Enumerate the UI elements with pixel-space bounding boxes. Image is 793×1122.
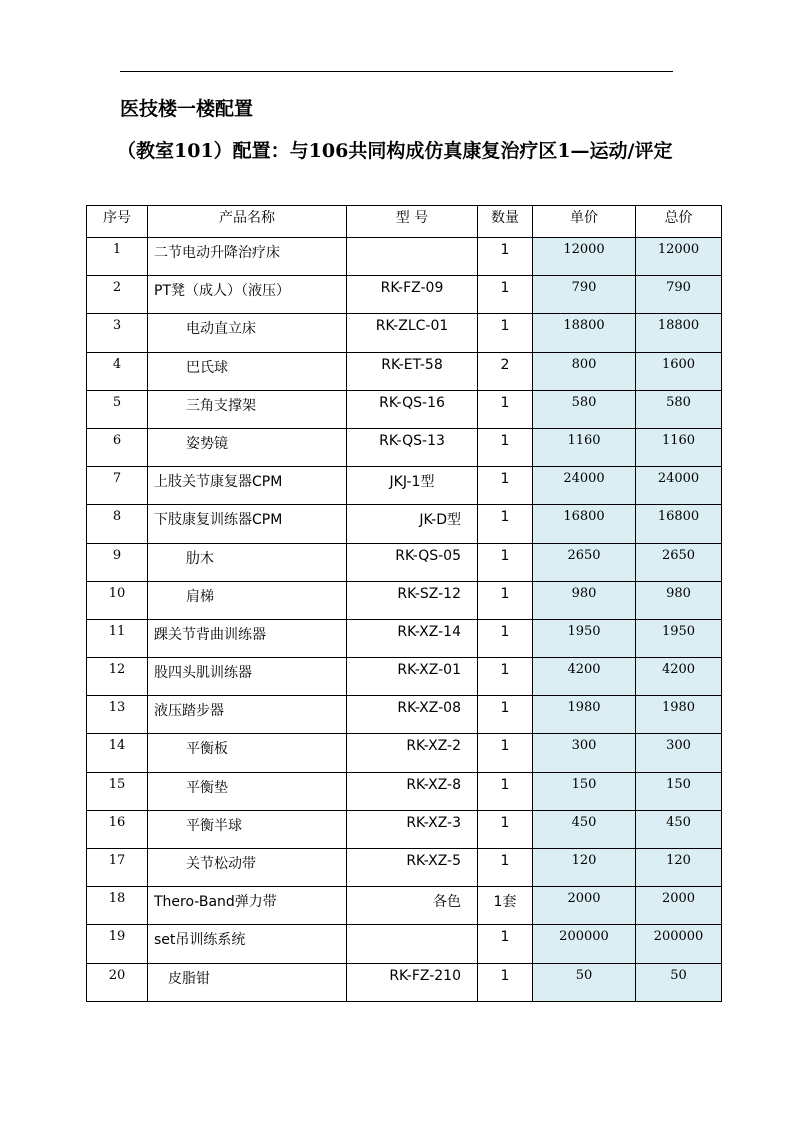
cell-total-price: 450	[636, 810, 722, 848]
cell-unit-price: 200000	[533, 925, 636, 963]
cell-index: 8	[87, 505, 148, 543]
table-row	[87, 505, 722, 543]
cell-index: 2	[87, 276, 148, 314]
header-unit-price: 单价	[533, 206, 636, 238]
cell-model: JKJ-1型	[347, 467, 478, 505]
table-row	[87, 352, 722, 390]
cell-unit-price: 790	[533, 276, 636, 314]
cell-name: 肩梯	[148, 581, 347, 619]
cell-index: 6	[87, 428, 148, 466]
cell-index: 15	[87, 772, 148, 810]
cell-unit-price: 12000	[533, 238, 636, 276]
cell-unit-price: 50	[533, 963, 636, 1001]
table-row	[87, 772, 722, 810]
cell-name: set吊训练系统	[148, 925, 347, 963]
cell-total-price: 1160	[636, 428, 722, 466]
cell-unit-price: 450	[533, 810, 636, 848]
cell-unit-price: 16800	[533, 505, 636, 543]
equipment-table	[86, 205, 722, 1002]
cell-name: 下肢康复训练器CPM	[148, 505, 347, 543]
table-row	[87, 734, 722, 772]
cell-index: 5	[87, 390, 148, 428]
cell-unit-price: 580	[533, 390, 636, 428]
cell-model: RK-ZLC-01	[347, 314, 478, 352]
cell-total-price: 300	[636, 734, 722, 772]
cell-unit-price: 2000	[533, 887, 636, 925]
cell-model: RK-XZ-5	[347, 849, 478, 887]
cell-model: RK-FZ-210	[347, 963, 478, 1001]
table-row	[87, 390, 722, 428]
cell-unit-price: 1950	[533, 619, 636, 657]
cell-unit-price: 4200	[533, 658, 636, 696]
cell-total-price: 24000	[636, 467, 722, 505]
cell-total-price: 4200	[636, 658, 722, 696]
cell-unit-price: 150	[533, 772, 636, 810]
table-row	[87, 849, 722, 887]
table-row	[87, 658, 722, 696]
cell-index: 16	[87, 810, 148, 848]
table-row	[87, 581, 722, 619]
cell-total-price: 1980	[636, 696, 722, 734]
cell-qty: 1	[478, 849, 533, 887]
cell-name: 踝关节背曲训练器	[148, 619, 347, 657]
cell-model: RK-QS-16	[347, 390, 478, 428]
header-qty: 数量	[478, 206, 533, 238]
cell-qty: 1	[478, 390, 533, 428]
header-model: 型 号	[347, 206, 478, 238]
cell-model: RK-XZ-3	[347, 810, 478, 848]
cell-index: 13	[87, 696, 148, 734]
cell-qty: 1套	[478, 887, 533, 925]
cell-name: 二节电动升降治疗床	[148, 238, 347, 276]
cell-qty: 1	[478, 810, 533, 848]
cell-unit-price: 18800	[533, 314, 636, 352]
cell-index: 11	[87, 619, 148, 657]
cell-unit-price: 1980	[533, 696, 636, 734]
cell-total-price: 2000	[636, 887, 722, 925]
cell-name: 上肢关节康复器CPM	[148, 467, 347, 505]
cell-model: RK-XZ-08	[347, 696, 478, 734]
cell-qty: 1	[478, 467, 533, 505]
cell-name: 平衡半球	[148, 810, 347, 848]
cell-index: 18	[87, 887, 148, 925]
cell-qty: 1	[478, 696, 533, 734]
cell-model: RK-FZ-09	[347, 276, 478, 314]
document-subtitle: （教室101）配置：与106共同构成仿真康复治疗区1—运动/评定	[117, 140, 673, 162]
cell-qty: 1	[478, 619, 533, 657]
cell-unit-price: 24000	[533, 467, 636, 505]
header-name: 产品名称	[148, 206, 347, 238]
cell-index: 20	[87, 963, 148, 1001]
cell-total-price: 580	[636, 390, 722, 428]
cell-name: 关节松动带	[148, 849, 347, 887]
cell-index: 7	[87, 467, 148, 505]
cell-model: RK-XZ-8	[347, 772, 478, 810]
table-row	[87, 887, 722, 925]
cell-model: RK-SZ-12	[347, 581, 478, 619]
cell-total-price: 120	[636, 849, 722, 887]
cell-qty: 1	[478, 276, 533, 314]
cell-qty: 1	[478, 658, 533, 696]
cell-model: RK-QS-13	[347, 428, 478, 466]
table-row	[87, 810, 722, 848]
cell-total-price: 1600	[636, 352, 722, 390]
cell-index: 19	[87, 925, 148, 963]
cell-index: 17	[87, 849, 148, 887]
cell-index: 1	[87, 238, 148, 276]
cell-total-price: 200000	[636, 925, 722, 963]
cell-index: 3	[87, 314, 148, 352]
cell-model: RK-XZ-14	[347, 619, 478, 657]
cell-unit-price: 800	[533, 352, 636, 390]
cell-index: 4	[87, 352, 148, 390]
header-rule	[120, 71, 673, 72]
header-total-price: 总价	[636, 206, 722, 238]
table-row	[87, 428, 722, 466]
cell-qty: 1	[478, 543, 533, 581]
cell-total-price: 12000	[636, 238, 722, 276]
cell-model	[347, 238, 478, 276]
document-title: 医技楼一楼配置	[120, 98, 254, 120]
cell-qty: 1	[478, 428, 533, 466]
cell-name: 姿势镜	[148, 428, 347, 466]
table-row	[87, 276, 722, 314]
table-body	[87, 238, 722, 1002]
cell-model: RK-QS-05	[347, 543, 478, 581]
cell-qty: 1	[478, 772, 533, 810]
cell-qty: 1	[478, 238, 533, 276]
cell-index: 9	[87, 543, 148, 581]
cell-total-price: 790	[636, 276, 722, 314]
cell-name: 皮脂钳	[148, 963, 347, 1001]
cell-qty: 1	[478, 925, 533, 963]
table-row	[87, 963, 722, 1001]
cell-total-price: 1950	[636, 619, 722, 657]
cell-name: 液压踏步器	[148, 696, 347, 734]
cell-name: PT凳（成人）（液压）	[148, 276, 347, 314]
table-row	[87, 314, 722, 352]
cell-index: 10	[87, 581, 148, 619]
table-row	[87, 467, 722, 505]
cell-total-price: 18800	[636, 314, 722, 352]
cell-unit-price: 1160	[533, 428, 636, 466]
cell-unit-price: 2650	[533, 543, 636, 581]
table-header-row	[87, 206, 722, 238]
cell-total-price: 150	[636, 772, 722, 810]
cell-model	[347, 925, 478, 963]
cell-unit-price: 300	[533, 734, 636, 772]
cell-model: RK-XZ-2	[347, 734, 478, 772]
table-row	[87, 925, 722, 963]
cell-total-price: 50	[636, 963, 722, 1001]
header-index: 序号	[87, 206, 148, 238]
cell-qty: 1	[478, 581, 533, 619]
cell-qty: 1	[478, 963, 533, 1001]
cell-name: 肋木	[148, 543, 347, 581]
cell-index: 14	[87, 734, 148, 772]
cell-total-price: 2650	[636, 543, 722, 581]
cell-total-price: 980	[636, 581, 722, 619]
cell-qty: 2	[478, 352, 533, 390]
cell-name: 平衡板	[148, 734, 347, 772]
cell-qty: 1	[478, 505, 533, 543]
cell-name: 三角支撑架	[148, 390, 347, 428]
table-row	[87, 238, 722, 276]
table-row	[87, 543, 722, 581]
table-row	[87, 619, 722, 657]
cell-qty: 1	[478, 734, 533, 772]
cell-model: 各色	[347, 887, 478, 925]
cell-unit-price: 120	[533, 849, 636, 887]
cell-model: RK-ET-58	[347, 352, 478, 390]
cell-index: 12	[87, 658, 148, 696]
cell-name: 股四头肌训练器	[148, 658, 347, 696]
cell-unit-price: 980	[533, 581, 636, 619]
cell-total-price: 16800	[636, 505, 722, 543]
cell-qty: 1	[478, 314, 533, 352]
cell-model: RK-XZ-01	[347, 658, 478, 696]
cell-name: 平衡垫	[148, 772, 347, 810]
cell-name: Thero-Band弹力带	[148, 887, 347, 925]
table-row	[87, 696, 722, 734]
cell-name: 电动直立床	[148, 314, 347, 352]
cell-name: 巴氏球	[148, 352, 347, 390]
cell-model: JK-D型	[347, 505, 478, 543]
